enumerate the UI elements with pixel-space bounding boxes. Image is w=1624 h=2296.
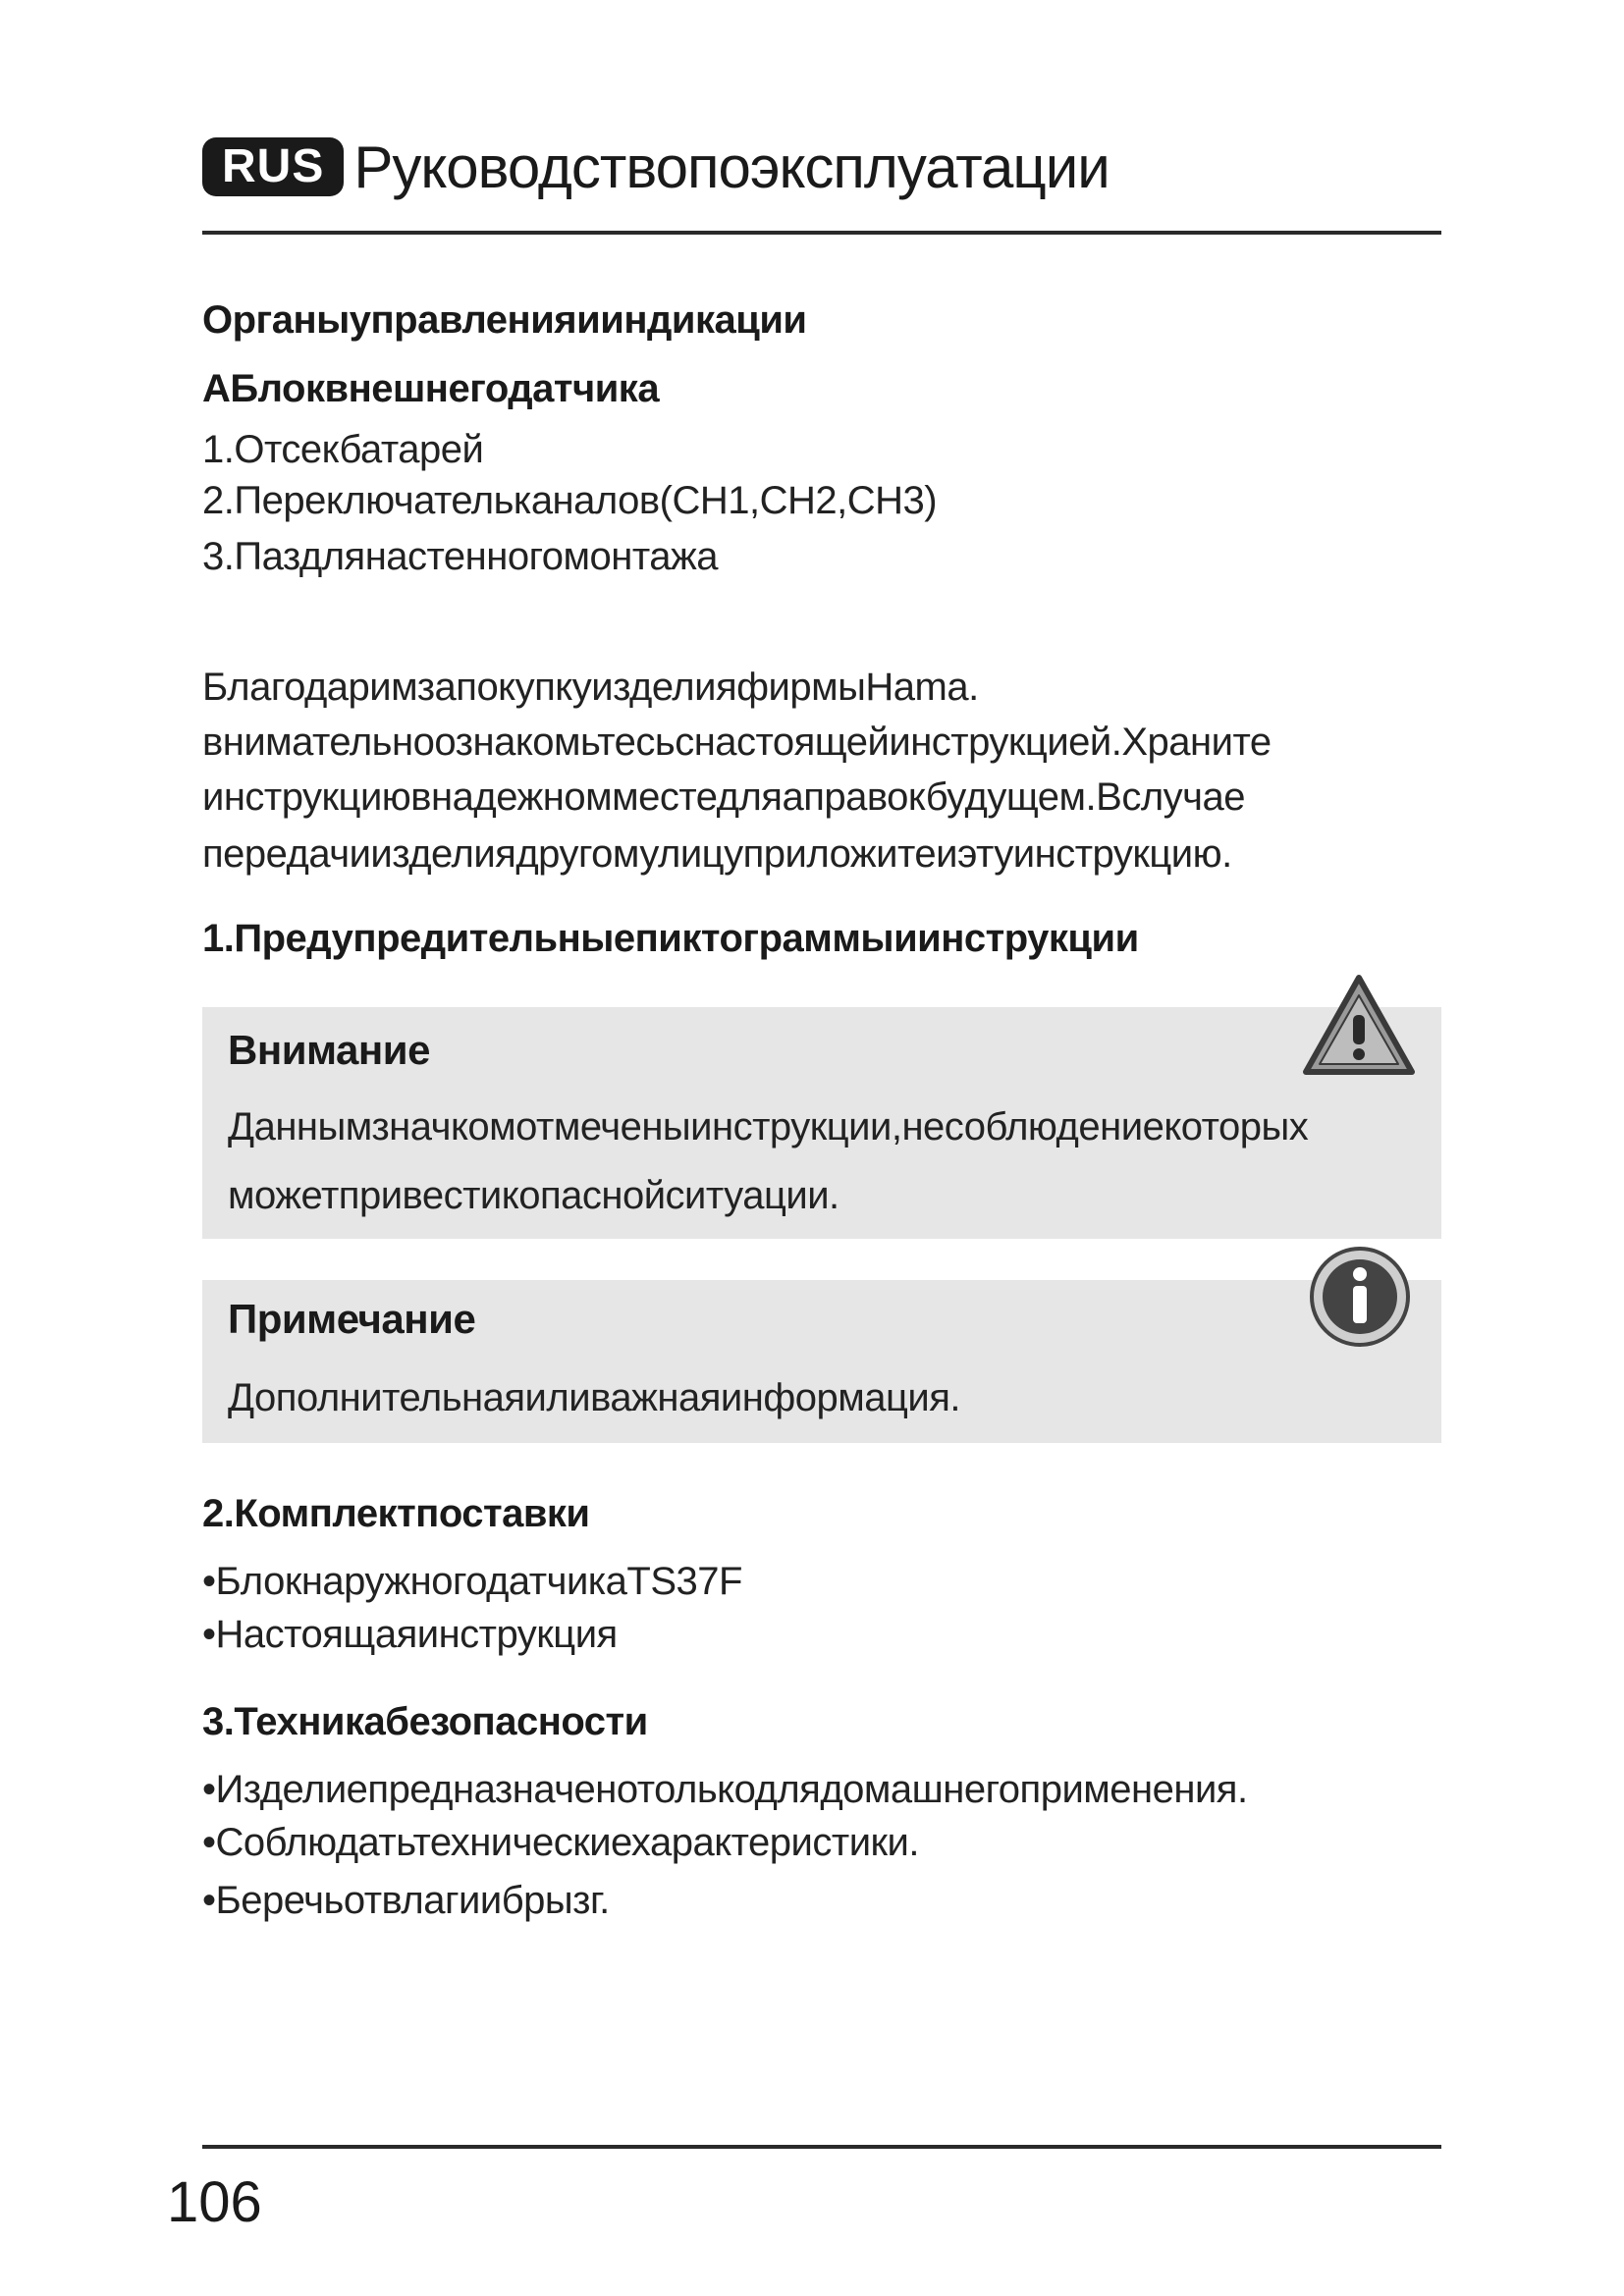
section3 [202,1694,1248,1932]
note-text: Дополнительнаяиливажнаяинформация. [228,1376,960,1419]
intro-line: передачиизделиядругомулицуприложитеиэтуинструкцию. [202,832,1232,876]
footer-divider [202,2145,1441,2149]
intro-line: внимательноознакомьтесьснастоящейинструкцией.Храните [202,721,1272,764]
header-divider [202,231,1441,235]
note-title: Примечание [228,1296,476,1342]
info-circle-icon [1308,1245,1412,1349]
list-item: •БлокнаружногодатчикаTS37F [202,1560,742,1603]
intro-line: БлагодаримзапокупкуизделияфирмыHama. [202,666,979,709]
intro-line: инструкциювнадежномместедляаправокбудущем.Вслучае [202,775,1245,819]
section3-heading: 3.Техникабезопасности [202,1700,648,1743]
intro-paragraph [202,660,1272,883]
page-number: 106 [167,2170,262,2234]
list-item: •Настоящаяинструкция [202,1613,618,1656]
controls-item: 1.Отсекбатарей [202,428,484,471]
section2 [202,1486,742,1661]
warning-text-line: можетпривестикопаснойситуации. [228,1174,839,1217]
list-item: •Беречьотвлагиибрызг. [202,1879,610,1922]
warning-box [202,1007,1441,1239]
controls-item: 3.Паздлянастенногомонтажа [202,535,718,578]
warning-title: Внимание [228,1027,430,1073]
list-item: •Изделиепредназначенотолькодлядомашнегоприменения. [202,1768,1248,1811]
warning-text-line: Даннымзначкомотмеченыинструкции,несоблюдениекоторых [228,1105,1309,1148]
controls-heading: Органыуправленияииндикации [202,298,807,342]
controls-subheading: АБлоквнешнегодатчика [202,367,660,410]
page-title: Руководствопоэксплуатации [353,133,1110,200]
note-box [202,1280,1441,1443]
section2-heading: 2.Комплектпоставки [202,1492,590,1535]
section1-heading: 1.Предупредительныепиктограммыиинструкции [202,917,1139,960]
warning-triangle-icon [1300,972,1418,1080]
controls-item: 2.Переключательканалов(CH1,CH2,CH3) [202,479,938,522]
page-header [202,126,1110,208]
list-item: •Соблюдатьтехническиехарактеристики. [202,1821,919,1864]
language-badge: RUS [202,137,344,196]
controls-section [202,293,937,587]
manual-page [167,0,1441,2296]
